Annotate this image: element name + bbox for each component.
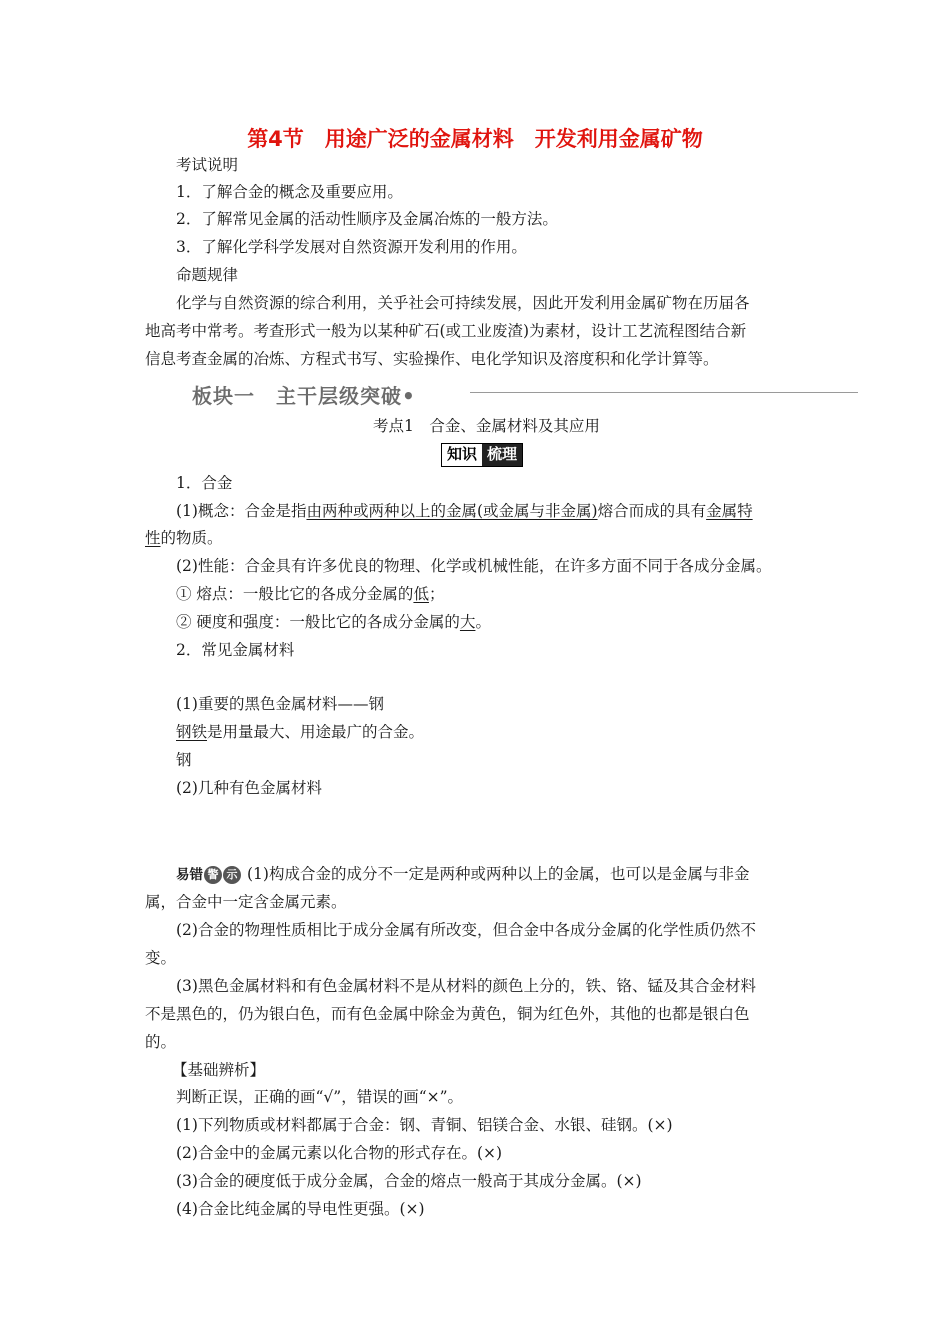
alloy-concept-cont xyxy=(145,526,223,548)
warning-text: (2)合金的物理性质相比于成分金属有所改变，但合金中各成分金属的化学性质仍然不 xyxy=(176,921,756,939)
basic-item: (3)合金的硬度低于成分金属，合金的熔点一般高于其成分金属。(×) xyxy=(176,1172,642,1190)
materials-steel: 钢 xyxy=(176,751,192,769)
steel-answer: 钢铁 xyxy=(176,723,208,741)
rule-line: 化学与自然资源的综合利用，关乎社会可持续发展，因此开发利用金属矿物在历届各 xyxy=(176,294,750,312)
alloy-property: (2)性能：合金具有许多优良的物理、化学或机械性能，在许多方面不同于各成分金属。 xyxy=(176,557,772,575)
rule-line: 信息考查金属的冶炼、方程式书写、实验操作、电化学知识及溶度积和化学计算等。 xyxy=(145,350,719,368)
hardness-answer: 大 xyxy=(459,613,476,631)
materials-steel-line xyxy=(176,720,424,742)
exam-heading: 考试说明 xyxy=(176,156,239,174)
hardness-text: 。 xyxy=(475,613,491,631)
basic-heading: 【基础辨析】 xyxy=(172,1061,266,1079)
materials-heading: 2．常见金属材料 xyxy=(176,641,295,659)
rule-heading: 命题规律 xyxy=(176,266,239,284)
warning-text: 的。 xyxy=(145,1033,177,1051)
warning-text: 不是黑色的，仍为银白色，而有色金属中除金为黄色，铜为红色外，其他的也都是银白色 xyxy=(145,1005,750,1023)
alloy-hardness xyxy=(176,610,491,632)
steel-text: 是用量最大、用途最广的合金。 xyxy=(207,723,425,741)
basic-intro: 判断正误，正确的画“√”，错误的画“×”。 xyxy=(176,1088,464,1106)
warning-text: (1)构成合金的成分不一定是两种或两种以上的金属，也可以是金属与非金 xyxy=(247,865,750,883)
basic-item: (4)合金比纯金属的导电性更强。(×) xyxy=(176,1200,425,1218)
concept-text: 的物质。 xyxy=(160,529,223,547)
warning-text: 变。 xyxy=(145,949,177,967)
materials-nonferrous: (2)几种有色金属材料 xyxy=(176,779,322,797)
warning-text: 属，合金中一定含金属元素。 xyxy=(145,893,347,911)
alloy-melting xyxy=(176,582,444,604)
knowledge-badge xyxy=(441,443,523,467)
kaodian-heading: 考点1 合金、金属材料及其应用 xyxy=(373,417,600,435)
banner-rule xyxy=(470,392,858,393)
exam-item: 1．了解合金的概念及重要应用。 xyxy=(176,183,403,201)
warning-line xyxy=(176,862,749,884)
basic-item: (1)下列物质或材料都属于合金：钢、青铜、铝镁合金、水银、硅钢。(×) xyxy=(176,1116,673,1134)
section-banner: 板块一 主干层级突破• xyxy=(192,384,416,408)
warning-text: (3)黑色金属材料和有色金属材料不是从材料的颜色上分的，铁、铬、锰及其合金材料 xyxy=(176,977,756,995)
concept-answer: 由两种或两种以上的金属(或金属与非金属) xyxy=(306,502,598,520)
concept-answer: 性 xyxy=(145,529,161,547)
warning-label: 易错 xyxy=(176,867,203,883)
warning-badge-icon: 示 xyxy=(223,866,241,884)
concept-text: (1)概念：合金是指 xyxy=(176,502,307,520)
hardness-text: ② 硬度和强度：一般比它的各成分金属的 xyxy=(176,613,460,631)
knowledge-badge-right: 梳理 xyxy=(482,444,522,466)
alloy-concept xyxy=(176,499,753,521)
melting-text: ① 熔点：一般比它的各成分金属的 xyxy=(176,585,414,603)
melting-answer: 低 xyxy=(413,585,429,603)
alloy-heading: 1．合金 xyxy=(176,474,233,492)
melting-text: ； xyxy=(428,585,445,603)
concept-text: 熔合而成的具有 xyxy=(597,502,707,520)
exam-item: 2．了解常见金属的活动性顺序及金属冶炼的一般方法。 xyxy=(176,210,558,228)
exam-item: 3．了解化学科学发展对自然资源开发利用的作用。 xyxy=(176,238,527,256)
knowledge-badge-left: 知识 xyxy=(442,444,482,466)
warning-badge-icon: 警 xyxy=(204,866,222,884)
rule-line: 地高考中常考。考查形式一般为以某种矿石(或工业废渣)为素材，设计工艺流程图结合新 xyxy=(145,322,747,340)
page-title: 第4节 用途广泛的金属材料 开发利用金属矿物 xyxy=(247,127,703,151)
basic-item: (2)合金中的金属元素以化合物的形式存在。(×) xyxy=(176,1144,503,1162)
concept-answer: 金属特 xyxy=(706,502,753,520)
materials-black: (1)重要的黑色金属材料——钢 xyxy=(176,695,384,713)
